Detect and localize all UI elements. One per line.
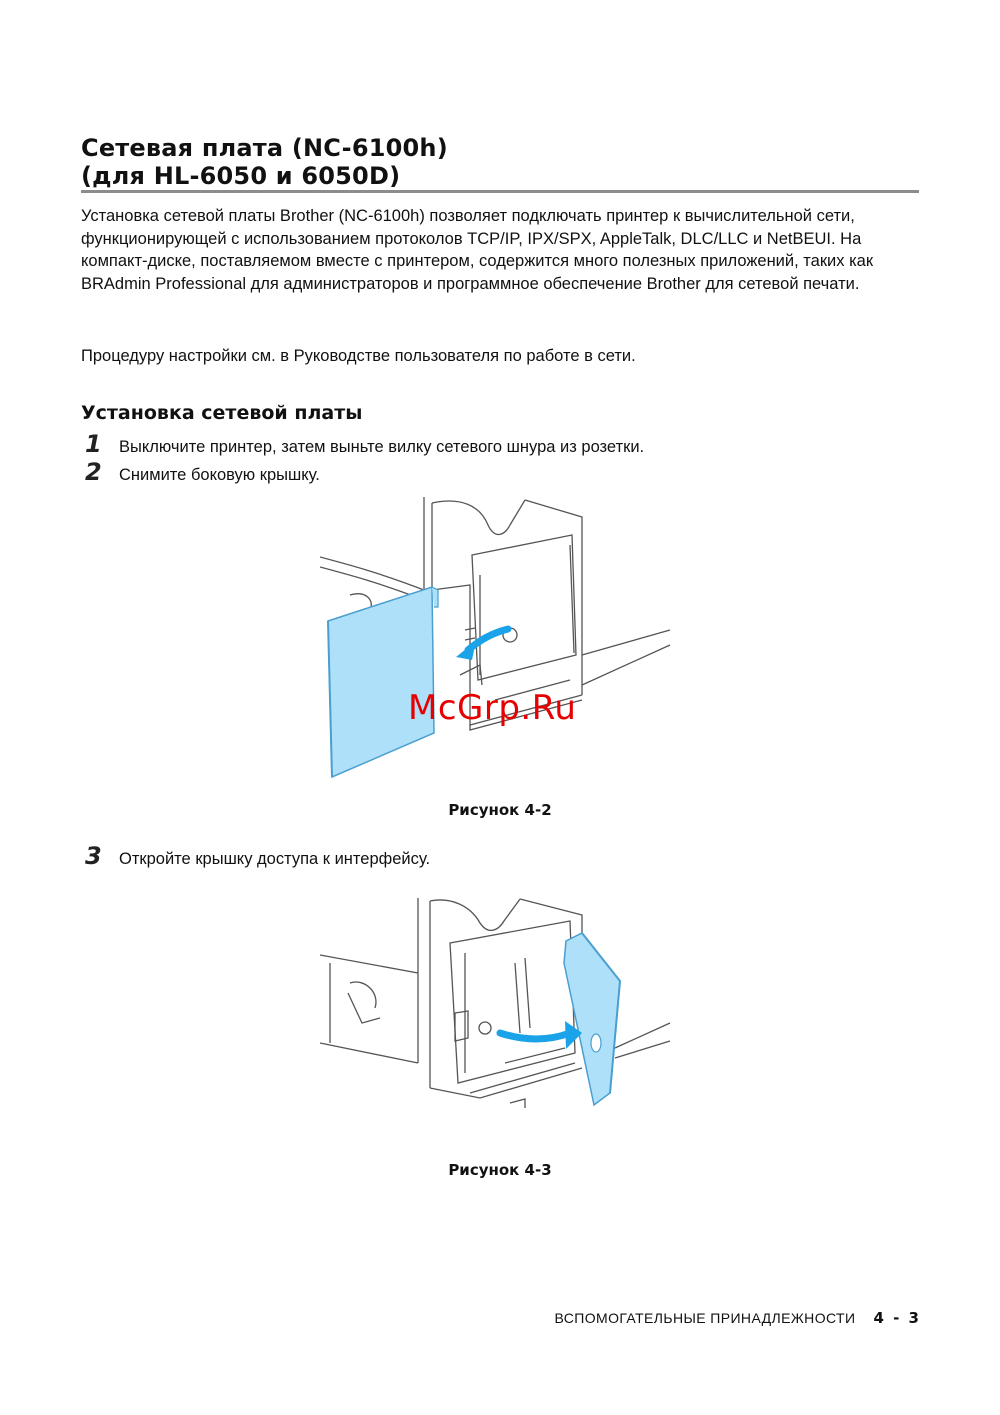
page-title — [81, 134, 448, 190]
step-text: Выключите принтер, затем выньте вилку сетевого шнура из розетки. — [119, 438, 645, 456]
step-number: 3 — [85, 842, 102, 870]
figure-open-interface-cover — [320, 893, 680, 1118]
opening-arrow — [500, 1033, 570, 1039]
figure-caption-4-2: Рисунок 4-2 — [448, 801, 552, 819]
page-footer — [555, 1309, 920, 1327]
step-text: Снимите боковую крышку. — [119, 466, 320, 484]
footer-section-name: ВСПОМОГАТЕЛЬНЫЕ ПРИНАДЛЕЖНОСТИ — [554, 1310, 856, 1326]
step-text: Откройте крышку доступа к интерфейсу. — [119, 850, 431, 868]
step-3 — [85, 842, 430, 868]
step-1 — [85, 430, 644, 456]
figure-remove-side-cover — [320, 495, 680, 785]
figure-caption-4-3: Рисунок 4-3 — [448, 1161, 552, 1179]
step-2 — [85, 458, 320, 484]
removal-arrow-head — [456, 641, 476, 660]
interface-access-cover — [564, 933, 620, 1105]
title-rule — [81, 190, 919, 193]
step-number: 2 — [85, 458, 102, 486]
step-number: 1 — [85, 430, 102, 458]
intro-paragraph: Установка сетевой платы Brother (NC-6100h) позволяет подключать принтер к вычислительной сети, функционирующей с использованием протоколов TCP/IP, IPX/SPX, AppleTalk, DLC/LLC и NetBEUI. На компакт-диске, поставляемом вместе с принтером, содержится много полезных приложений, таких как BRAdmin Professional для администраторов и программное обеспечение Brother для сетевой печати. — [81, 207, 874, 293]
setup-reference-paragraph: Процедуру настройки см. в Руководстве пользователя по работе в сети. — [81, 347, 636, 365]
title-line-2: (для HL-6050 и 6050D) — [81, 162, 401, 190]
section-heading: Установка сетевой платы — [81, 402, 363, 424]
title-line-1: Сетевая плата (NC-6100h) — [81, 134, 448, 162]
side-cover — [328, 587, 438, 777]
footer-page-number: 4 - 3 — [873, 1309, 919, 1327]
watermark-logo: McGrp.Ru — [408, 688, 577, 728]
